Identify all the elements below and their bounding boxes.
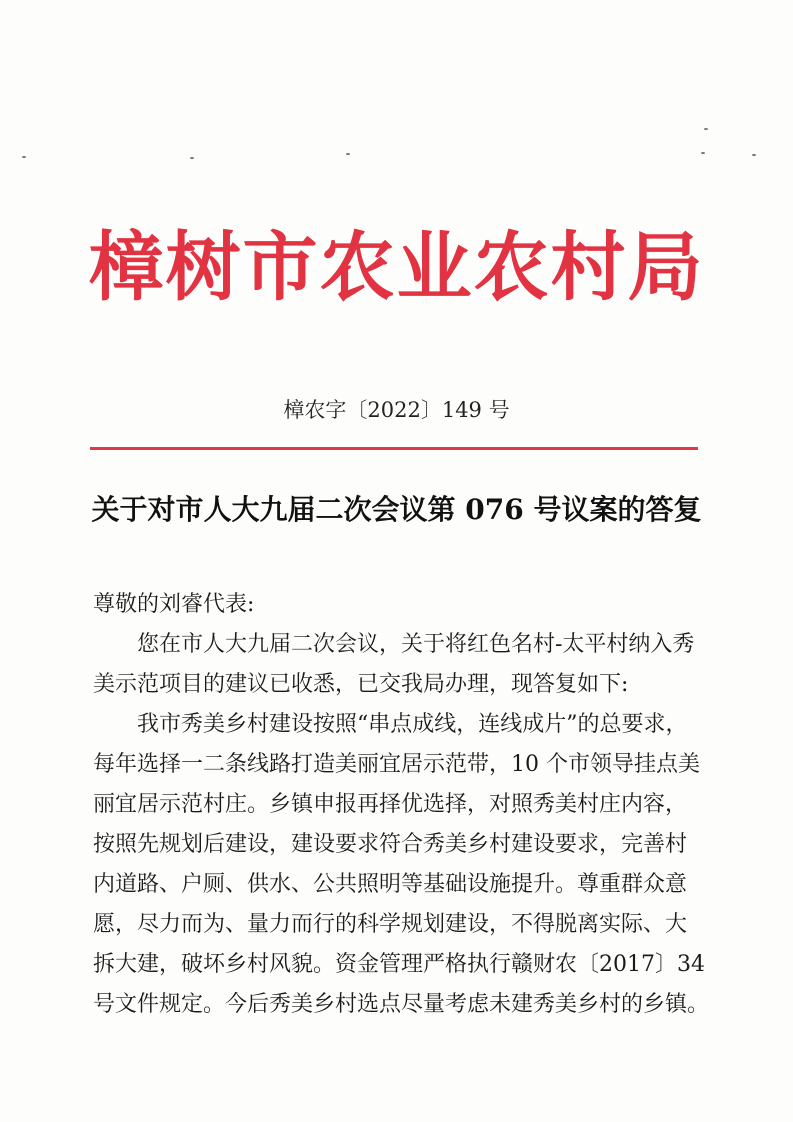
salutation: 尊敬的刘睿代表: [93, 592, 255, 617]
body-line: 我市秀美乡村建设按照“串点成线，连线成片”的总要求， [137, 712, 688, 737]
scan-speck [346, 153, 350, 155]
body-line: 丽宜居示范村庄。乡镇申报再择优选择，对照秀美村庄内容， [93, 792, 688, 817]
body-line: 您在市人大九届二次会议，关于将红色名村-太平村纳入秀 [137, 632, 695, 657]
header-divider-line [90, 447, 698, 450]
scan-speck [704, 128, 708, 130]
scan-speck [22, 156, 26, 158]
body-line: 每年选择一二条线路打造美丽宜居示范带，10 个市领导挂点美 [93, 752, 700, 777]
document-number: 樟农字〔2022〕149 号 [283, 398, 510, 422]
scan-speck [752, 154, 756, 156]
organization-header: 樟树市农业农村局 [88, 223, 705, 311]
scan-speck [190, 157, 194, 159]
body-line: 拆大建，破坏乡村风貌。资金管理严格执行赣财农〔2017〕34 [93, 952, 705, 977]
document-title: 关于对市人大九届二次会议第 076 号议案的答复 [91, 493, 702, 526]
body-line: 愿，尽力而为、量力而行的科学规划建设，不得脱离实际、大 [93, 912, 688, 937]
body-line: 号文件规定。今后秀美乡村选点尽量考虑未建秀美乡村的乡镇。 [93, 992, 710, 1017]
body-line: 内道路、户厕、供水、公共照明等基础设施提升。尊重群众意 [93, 872, 688, 897]
body-line: 美示范项目的建议已收悉，已交我局办理，现答复如下: [93, 672, 629, 697]
body-line: 按照先规划后建设，建设要求符合秀美乡村建设要求，完善村 [93, 832, 688, 857]
scan-speck [701, 152, 705, 154]
